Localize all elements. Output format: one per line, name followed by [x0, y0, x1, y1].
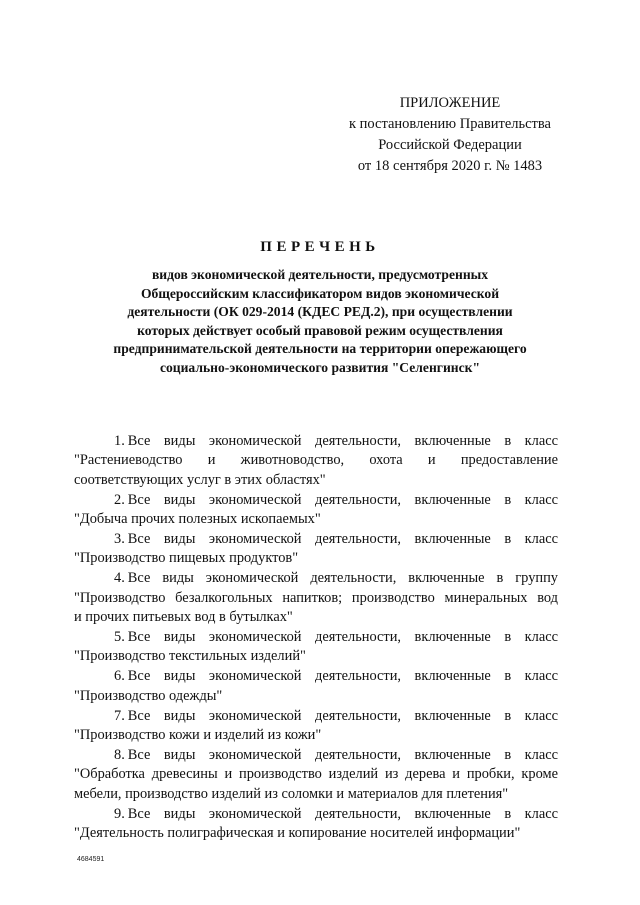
item-intro — [74, 707, 558, 726]
item-number: 1. — [114, 433, 125, 449]
item-number: 7. — [114, 707, 125, 724]
item-intro — [74, 569, 558, 588]
list-item — [74, 432, 558, 490]
document-id: 4684591 — [77, 856, 105, 863]
list-item — [74, 707, 558, 746]
appendix-line-1: к постановлению Правительства — [349, 116, 551, 132]
item-class-line-1: "Добыча прочих полезных ископаемых" — [74, 511, 321, 528]
list-item — [74, 530, 558, 569]
item-intro-text: Все виды экономической деятельности, включенные в класс — [127, 629, 558, 646]
item-class-line-1: "Производство текстильных изделий" — [74, 648, 306, 665]
item-number: 8. — [114, 747, 125, 763]
item-number: 5. — [114, 629, 125, 646]
list-item — [74, 491, 558, 530]
item-number: 9. — [114, 805, 125, 822]
item-intro — [74, 628, 558, 647]
item-intro-text: Все виды экономической деятельности, включенные в класс — [127, 747, 558, 763]
item-intro-text: Все виды экономической деятельности, включенные в класс — [127, 668, 558, 685]
list-item — [74, 805, 558, 844]
appendix-line-2: Российской Федерации — [378, 137, 522, 153]
appendix-title: ПРИЛОЖЕНИЕ — [399, 95, 501, 111]
item-intro — [74, 530, 558, 549]
item-class-line-2: и прочих питьевых вод в бутылках" — [74, 609, 293, 626]
item-class-line-1: "Деятельность полиграфическая и копирование носителей информации" — [74, 825, 521, 842]
item-class-line-1: "Производство кожи и изделий из кожи" — [74, 727, 322, 744]
document-heading: ПЕРЕЧЕНЬ — [260, 239, 380, 255]
activity-list — [74, 432, 558, 844]
item-intro-text: Все виды экономической деятельности, включенные в класс — [127, 433, 558, 449]
list-item — [74, 667, 558, 706]
item-class-line-2: мебели, производство изделий из соломки и материалов для плетения" — [74, 785, 509, 802]
appendix-line-3: от 18 сентября 2020 г. № 1483 — [357, 158, 543, 174]
item-intro — [74, 805, 558, 824]
item-class-line-1: "Растениеводство и животноводство, охота и предоставление — [74, 452, 558, 469]
subheading-line-2: Общероссийским классификатором видов экономической — [140, 285, 500, 301]
document-subheading — [100, 266, 540, 378]
item-intro-text: Все виды экономической деятельности, включенные в класс — [127, 805, 558, 822]
subheading-line-1: видов экономической деятельности, предусмотренных — [151, 267, 489, 282]
item-intro — [74, 491, 558, 510]
item-intro-text: Все виды экономической деятельности, включенные в класс — [127, 491, 558, 508]
list-item — [74, 569, 558, 627]
list-item — [74, 628, 558, 667]
item-class-line-1: "Производство одежды" — [74, 687, 223, 704]
item-number: 6. — [114, 668, 125, 685]
subheading-line-5: предпринимательской деятельности на территории опережающего — [113, 341, 527, 357]
list-item — [74, 746, 558, 804]
item-class-line-1: "Производство безалкогольных напитков; производство минеральных вод — [74, 589, 558, 606]
item-intro-text: Все виды экономической деятельности, включенные в класс — [127, 531, 558, 548]
item-number: 4. — [114, 570, 125, 587]
item-intro — [74, 667, 558, 686]
appendix-block — [330, 93, 570, 177]
subheading-line-4: которых действует особый правовой режим осуществления — [137, 322, 503, 338]
subheading-line-6: социально-экономического развития "Селенгинск" — [159, 359, 481, 375]
item-number: 3. — [114, 531, 125, 548]
item-intro — [74, 432, 558, 451]
item-class-line-1: "Производство пищевых продуктов" — [74, 550, 299, 567]
subheading-line-3: деятельности (ОК 029-2014 (КДЕС РЕД.2), при осуществлении — [127, 304, 513, 320]
item-intro — [74, 746, 558, 765]
item-number: 2. — [114, 491, 125, 508]
item-intro-text: Все виды экономической деятельности, включенные в группу — [127, 570, 558, 587]
item-class-line-1: "Обработка древесины и производство изделий из дерева и пробки, кроме — [74, 766, 558, 783]
item-intro-text: Все виды экономической деятельности, включенные в класс — [127, 707, 558, 724]
item-class-line-2: соответствующих услуг в этих областях" — [74, 471, 326, 488]
